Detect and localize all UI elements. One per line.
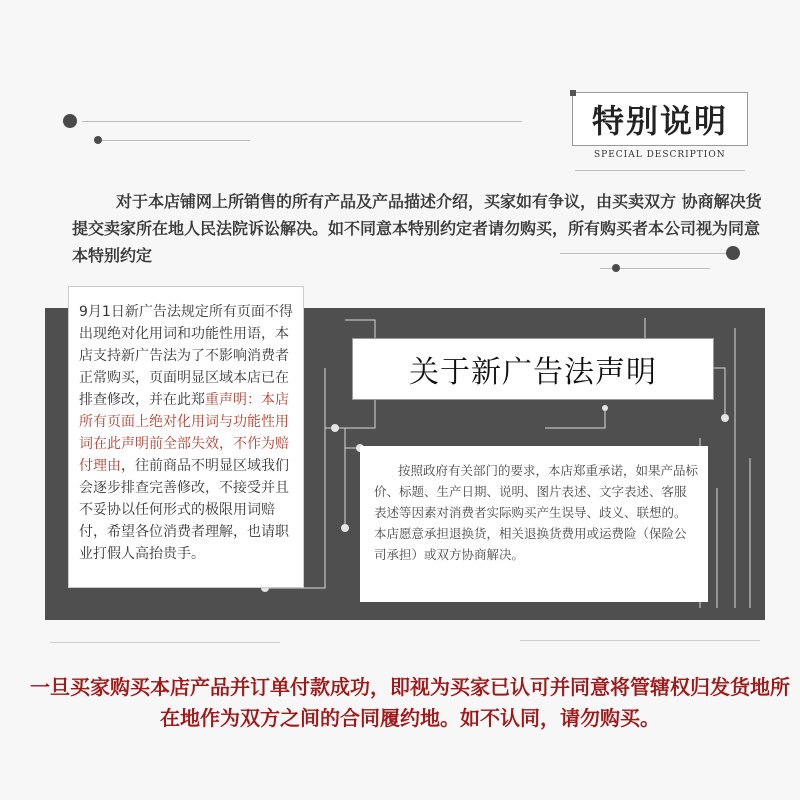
title-box xyxy=(572,92,748,146)
decor-line xyxy=(520,640,760,641)
notice-highlight: 重声明：本店所有页面上绝对化用词与功能性用词在此声明前全部失效，不作为赔付理由 xyxy=(79,392,289,474)
notice-text: 9月1日新广告法规定所有页面不得出现绝对化用词和功能性用语，本店支持新广告法为了不影响消费者正常购买，页面明显区域本店已在排查修改，并在此郑 xyxy=(79,304,293,408)
purchase-notice: 一旦买家购买本店产品并订单付款成功，即视为买家已认可并同意将管辖权归发货地所在地作为双方之间的合同履约地。如不认同，请勿购买。 xyxy=(30,675,790,730)
decor-line xyxy=(575,170,745,171)
page-title: 特别说明 xyxy=(591,102,728,140)
statement-card xyxy=(360,446,708,602)
notice-card xyxy=(68,286,304,588)
page-subtitle: SPECIAL DESCRIPTION xyxy=(594,150,726,160)
statement-body: 按照政府有关部门的要求，本店郑重承诺，如果产品标价、标题、生产日期、说明、图片表述、文字表述、客服表述等因素对消费者实际购买产生误导、歧义、联想的。本店愿意承担退换货，相关退换货费用或运费险（保险公司承担）或双方协商解决。 xyxy=(374,463,699,562)
statement-heading-box xyxy=(352,338,714,400)
decor-dot xyxy=(94,136,102,144)
intro-paragraph xyxy=(72,188,762,269)
decor-dot xyxy=(63,114,77,128)
decor-line xyxy=(100,140,250,141)
decor-line xyxy=(82,121,522,122)
decor-line xyxy=(50,642,280,643)
intro-text: 对于本店铺网上所销售的所有产品及产品描述介绍，买家如有争议，由买卖双方 协商解决货提交卖家所在地人民法院诉讼解决。如不同意本特别约定者请勿购买，所有购买者本公司视为同意本特别约定 xyxy=(72,192,762,265)
notice-text-continued: ，往前商品不明显区域我们会逐步排查完善修改，不接受并且不妥协以任何形式的极限用词赔付，希望各位消费者理解，也请职业打假人高抬贵手。 xyxy=(79,458,289,562)
statement-heading: 关于新广告法声明 xyxy=(409,355,657,390)
